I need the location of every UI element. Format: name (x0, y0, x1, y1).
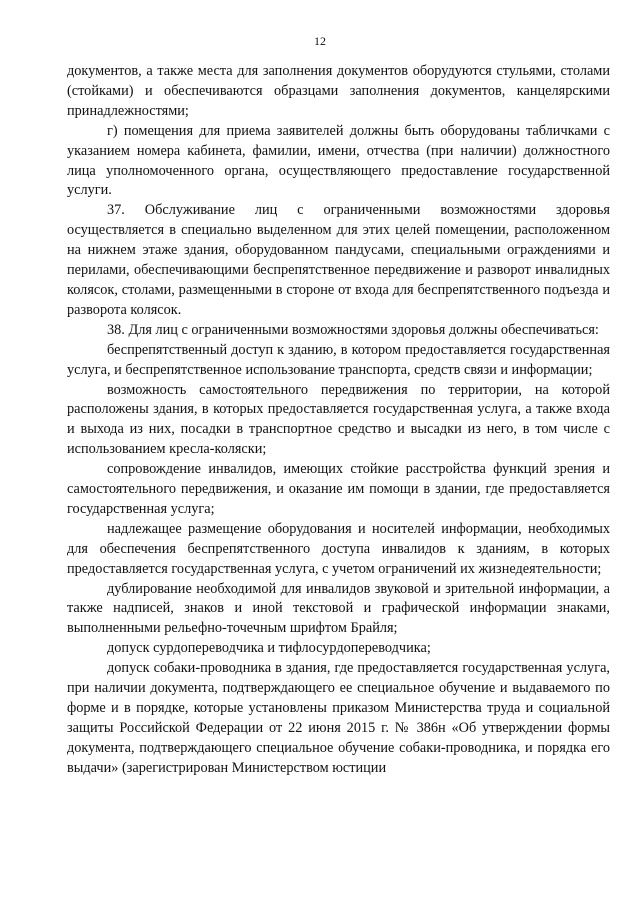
paragraph-item-g: г) помещения для приема заявителей должны быть оборудованы табличками с указанием номера кабинета, фамилии, имени, отчества (при наличии) должностного лица уполномоченного органа, осуществляющего предоставление государственной услуги. (67, 122, 610, 199)
document-body (67, 62, 610, 779)
paragraph-37: 37. Обслуживание лиц с ограниченными возможностями здоровья осуществляется в специально выделенном для этих целей помещении, расположенном на нижнем этаже здания, оборудованном пандусами, специальными ограждениями и перилами, обеспечивающими беспрепятственное передвижение и разворот инвалидных колясок, столами, размещенными в стороне от входа для беспрепятственного подъезда и разворота колясок. (67, 202, 610, 318)
paragraph-interpreter: допуск сурдопереводчика и тифлосурдопереводчика; (107, 640, 431, 657)
paragraph-continuation: документов, а также места для заполнения документов оборудуются стульями, столами (стойками) и обеспечиваются образцами заполнения документов, канцелярскими принадлежностями; (67, 63, 610, 119)
paragraph-movement: возможность самостоятельного передвижения по территории, на которой расположены здания, в которых предоставляется государственная услуга, а также входа и выхода из них, посадки в транспортное средство и высадки из него, в том числе с использованием кресла-коляски; (67, 381, 610, 458)
paragraph-guide-dog: допуск собаки-проводника в здания, где предоставляется государственная услуга, при наличии документа, подтверждающего ее специальное обучение и выдаваемого по форме и в порядке, которые установлены приказом Министерства труда и социальной защиты Российской Федерации от 22 июня 2015 г. № 386н «Об утверждении формы документа, подтверждающего специальное обучение собаки-проводника, и порядка его выдачи» (зарегистрирован Министерством юстиции (67, 660, 610, 776)
paragraph-braille: дублирование необходимой для инвалидов звуковой и зрительной информации, а также надписей, знаков и иной текстовой и графической информации знаками, выполненными рельефно-точечным шрифтом Брайля; (67, 580, 610, 637)
paragraph-38: 38. Для лиц с ограниченными возможностями здоровья должны обеспечиваться: (107, 321, 599, 338)
page-number: 12 (314, 34, 326, 48)
paragraph-equipment: надлежащее размещение оборудования и носителей информации, необходимых для обеспечения беспрепятственного доступа инвалидов к зданиям, в которых предоставляется государственная услуга, с учетом ограничений их жизнедеятельности; (67, 520, 610, 577)
paragraph-escort: сопровождение инвалидов, имеющих стойкие расстройства функций зрения и самостоятельного передвижения, и оказание им помощи в здании, где предоставляется государственная услуга; (67, 461, 610, 517)
paragraph-access-building: беспрепятственный доступ к зданию, в котором предоставляется государственная услуга, и беспрепятственное использование транспорта, средств связи и информации; (67, 341, 610, 378)
